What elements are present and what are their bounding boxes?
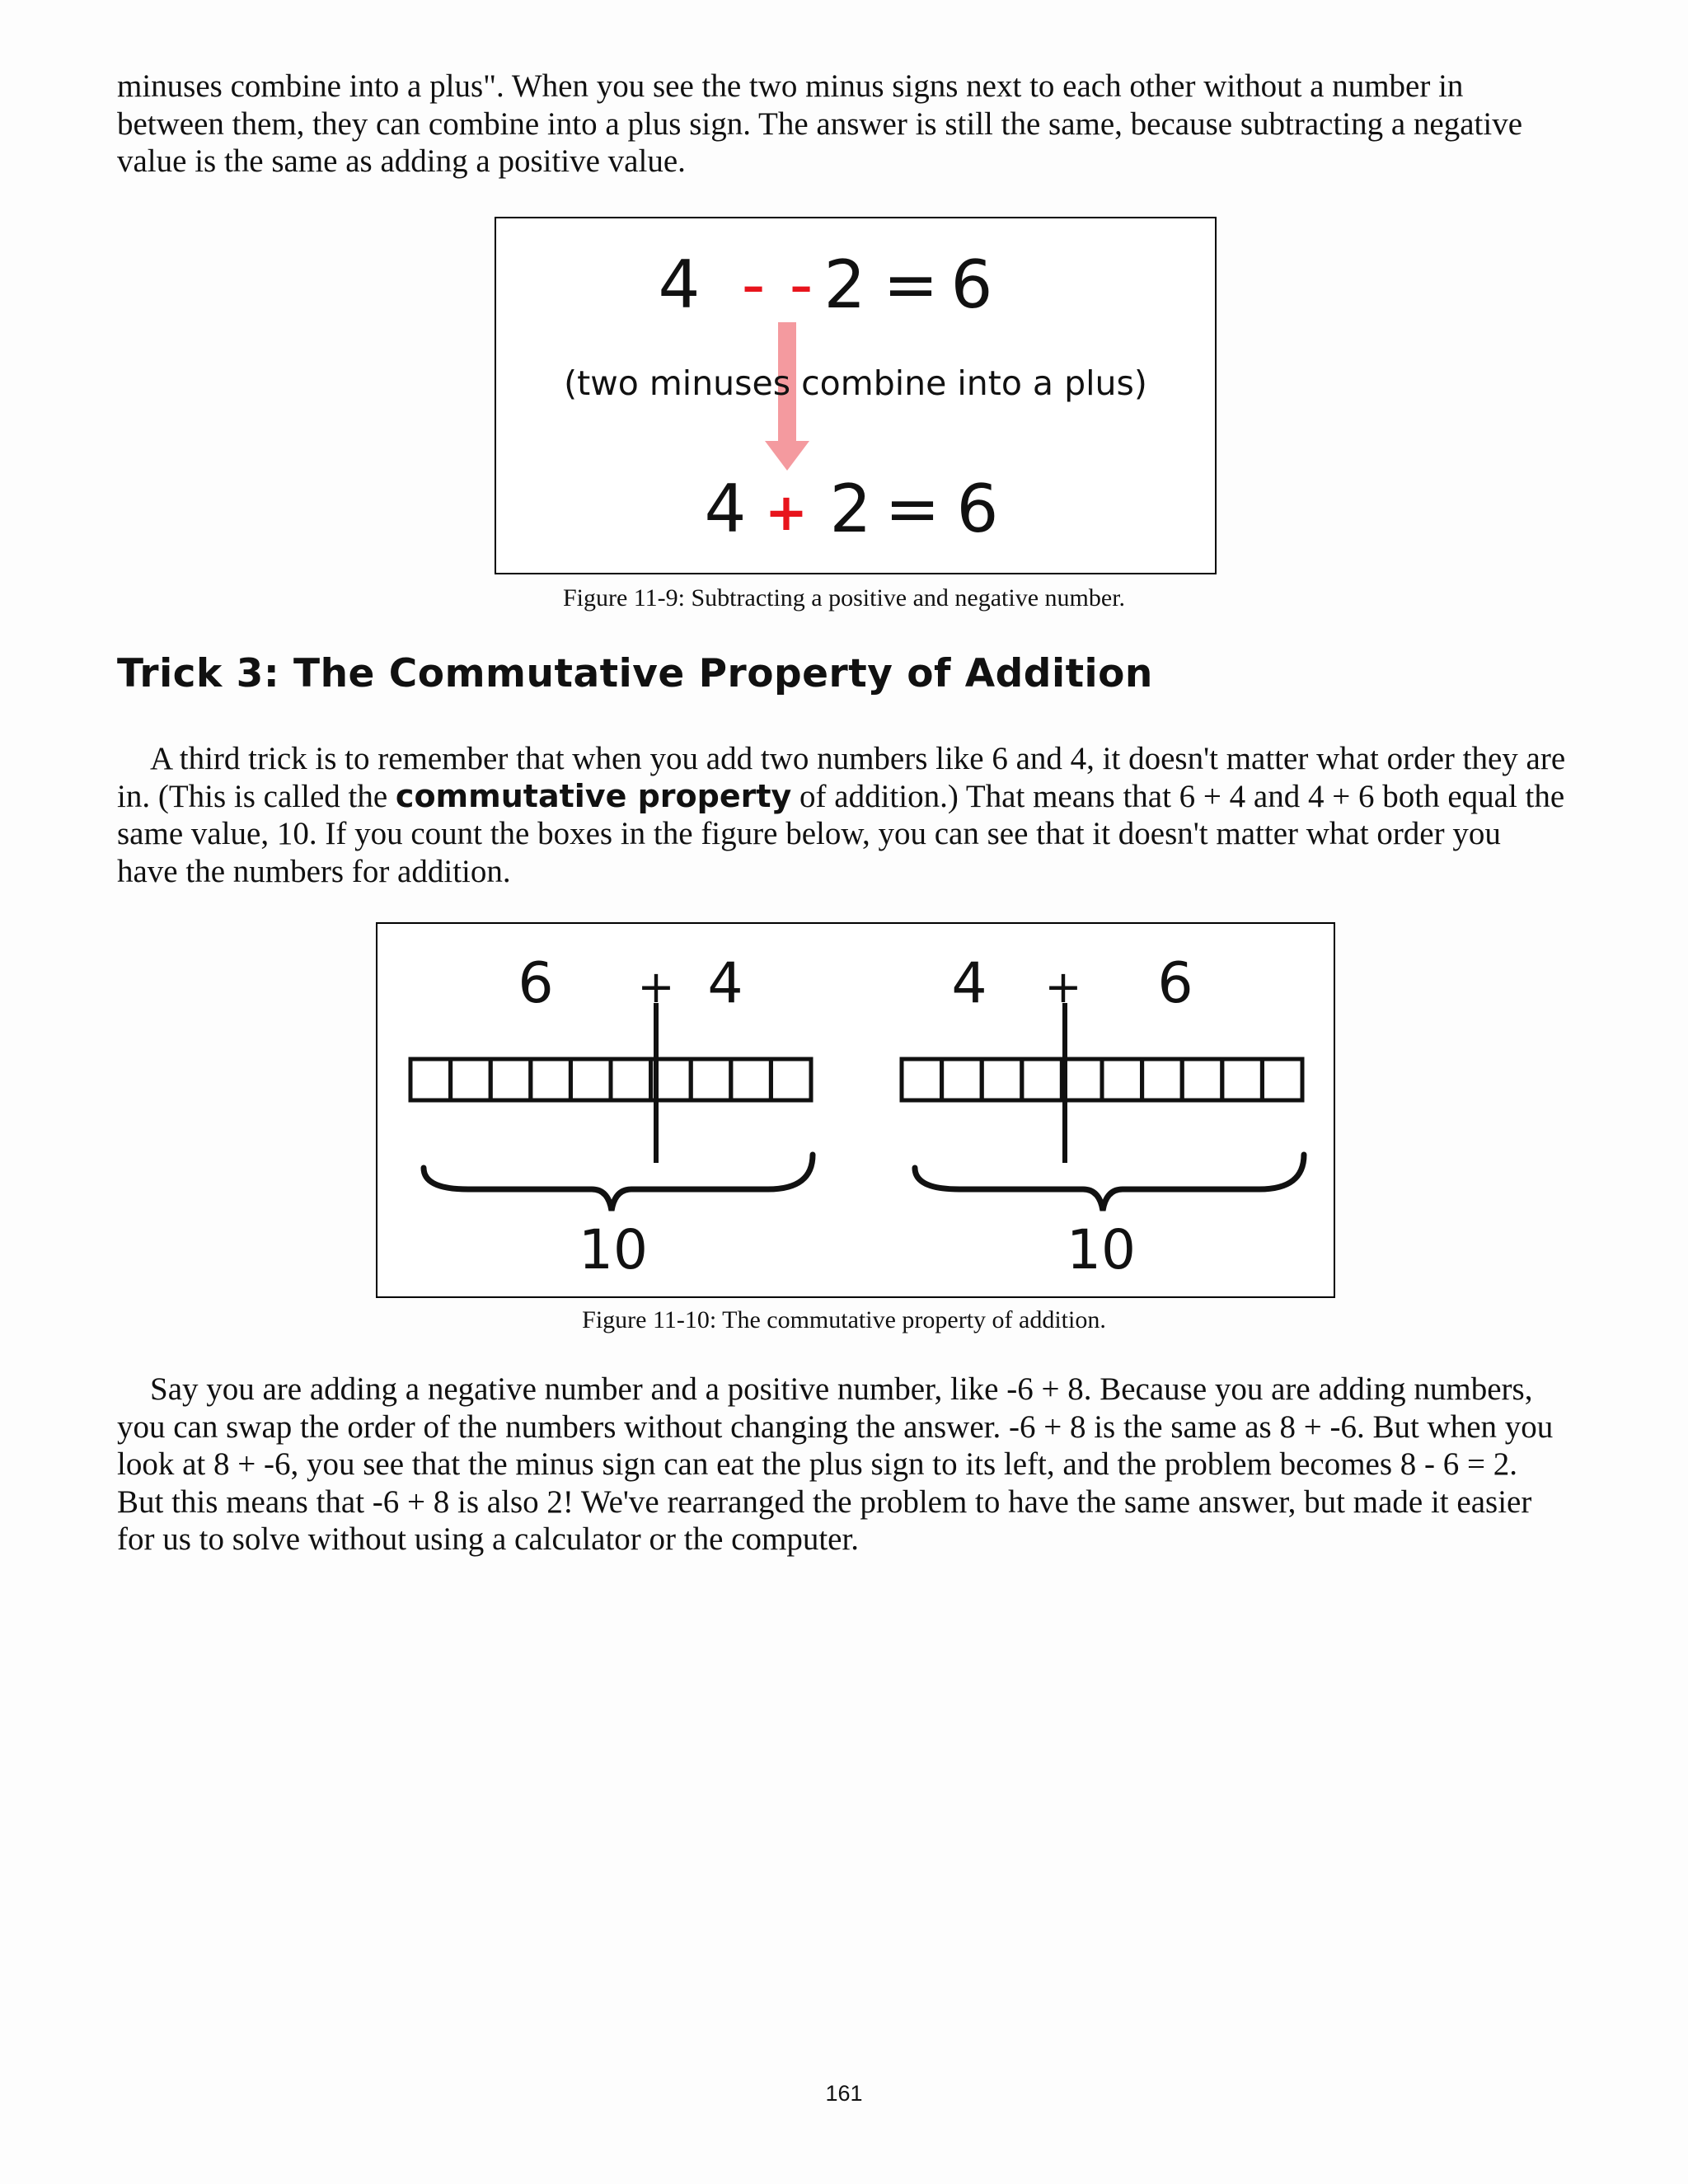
left-box-10 — [771, 1059, 811, 1100]
right-second-number: 6 — [1157, 951, 1193, 1016]
top-eq-rhs: 2 — [823, 246, 866, 323]
top-eq-minus-2: - — [789, 246, 814, 323]
bottom-eq-lhs: 4 — [704, 471, 747, 547]
left-box-4 — [531, 1059, 571, 1100]
bottom-eq-rhs: 2 — [829, 471, 872, 547]
figure-note: (two minuses combine into a plus) — [564, 363, 1147, 403]
intro-paragraph: minuses combine into a plus". When you see the two minus signs next to each other without a number in between them, they can combine into a plus sign. The answer is still the same, because subtracting a negative value is the same as adding a positive value. — [117, 68, 1523, 179]
top-eq-lhs: 4 — [658, 246, 701, 323]
bottom-eq-result: 6 — [956, 471, 999, 547]
top-eq-result: 6 — [950, 246, 993, 323]
right-box-6 — [1102, 1059, 1142, 1100]
left-box-2 — [451, 1059, 491, 1100]
figure-11-10-caption: Figure 11-10: The commutative property of addition. — [582, 1306, 1106, 1333]
right-box-5 — [1062, 1059, 1102, 1100]
right-box-2 — [942, 1059, 982, 1100]
right-box-1 — [902, 1059, 942, 1100]
paragraph-part-1: A third trick is to remember that when you add two numbers like 6 and 4, it doesn't matter what order they are in. (This is called the — [117, 741, 1566, 814]
figure-11-9-drawing — [496, 218, 1215, 573]
left-box-group — [410, 951, 813, 1282]
top-eq-equals: = — [883, 246, 939, 323]
right-plus: + — [1044, 961, 1082, 1013]
left-box-6 — [611, 1059, 651, 1100]
left-box-5 — [570, 1059, 611, 1100]
right-box-9 — [1222, 1059, 1263, 1100]
section-heading: Trick 3: The Commutative Property of Addition — [117, 651, 1153, 696]
bottom-eq-plus: + — [765, 482, 808, 542]
right-total: 10 — [1067, 1218, 1136, 1282]
right-brace — [915, 1155, 1304, 1211]
figure-11-10-drawing — [377, 924, 1334, 1296]
left-box-8 — [691, 1059, 731, 1100]
figure-11-9-caption: Figure 11-9: Subtracting a positive and negative number. — [562, 584, 1126, 612]
page-number: 161 — [825, 2081, 863, 2106]
bottom-eq-equals: = — [884, 471, 940, 547]
left-brace — [424, 1155, 813, 1211]
right-box-3 — [982, 1059, 1022, 1100]
right-first-number: 4 — [951, 951, 987, 1016]
paragraph-part-2: of addition.) That means that 6 + 4 and 4 + 6 both equal the same value, 10. If you count the boxes in the figure below, you can see that it doesn't matter what order you have the numbers for addition. — [117, 778, 1565, 889]
paragraph-3-text: Say you are adding a negative number and a positive number, like -6 + 8. Because you are adding numbers, you can swap the order of the numbers without changing the answer. -6 + 8 is the same as 8 + -6. But when you look at 8 + -6, you see that the minus sign can eat the plus sign to its left, and the problem becomes 8 - 6 = 2. But this means that -6 + 8 is also 2! We've rearranged the problem to have the same answer, but made it easier for us to solve without using a calculator or the computer. — [117, 1371, 1554, 1557]
paragraph-commutative — [117, 740, 1568, 890]
right-box-10 — [1262, 1059, 1302, 1100]
top-eq-minus-1: - — [741, 246, 766, 323]
commutative-term: commutative property — [395, 777, 792, 814]
right-box-8 — [1182, 1059, 1222, 1100]
left-second-number: 4 — [707, 951, 743, 1016]
left-first-number: 6 — [518, 951, 554, 1016]
left-box-3 — [490, 1059, 531, 1100]
paragraph-negative-example — [117, 1371, 1568, 1558]
right-box-4 — [1022, 1059, 1062, 1100]
figure-11-9 — [495, 217, 1217, 574]
right-box-7 — [1142, 1059, 1183, 1100]
left-box-9 — [731, 1059, 771, 1100]
right-box-group — [902, 951, 1304, 1282]
left-box-1 — [410, 1059, 451, 1100]
left-plus: + — [637, 961, 675, 1013]
figure-11-10 — [376, 922, 1335, 1298]
left-total: 10 — [579, 1218, 648, 1282]
